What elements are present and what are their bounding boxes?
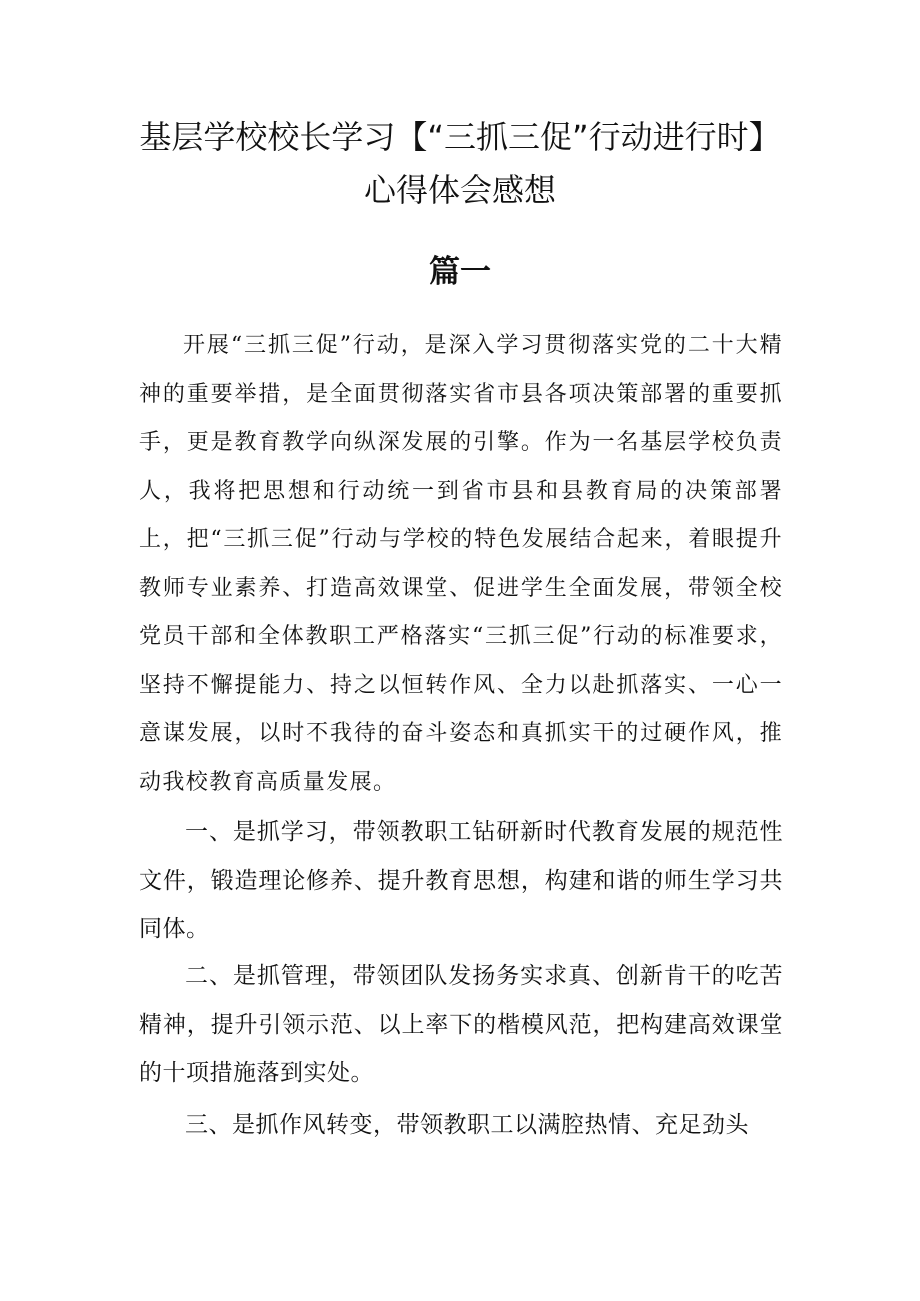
- document-title-line-2: 心得体会感想: [363, 171, 556, 209]
- paragraph-point-3: 三、是抓作风转变，带领教职工以满腔热情、充足劲头: [185, 1112, 749, 1138]
- section-heading: 篇一: [429, 254, 491, 290]
- paragraph-intro: 开展“三抓三促”行动，是深入学习贯彻落实党的二十大精神的重要举措，是全面贯彻落实省市县各项决策部署的重要抓手，更是教育教学向纵深发展的引擎。作为一名基层学校负责人，我将把思想和行动统一到省市县和县教育局的决策部署上，把“三抓三促”行动与学校的特色发展结合起来，着眼提升教师专业素养、打造高效课堂、促进学生全面发展，带领全校党员干部和全体教职工严格落实“三抓三促”行动的标准要求，坚持不懈提能力、持之以恒转作风、全力以赴抓落实、一心一意谋发展，以时不我待的奋斗姿态和真抓实干的过硬作风，推动我校教育高质量发展。: [139, 333, 783, 795]
- document-title-line-1: 基层学校校长学习【“三抓三促”行动进行时】: [139, 118, 781, 156]
- paragraph-point-2: 二、是抓管理，带领团队发扬务实求真、创新肯干的吃苦精神，提升引领示范、以上率下的楷模风范，把构建高效课堂的十项措施落到实处。: [139, 963, 783, 1086]
- paragraph-point-1: 一、是抓学习，带领教职工钻研新时代教育发展的规范性文件，锻造理论修养、提升教育思想，构建和谐的师生学习共同体。: [139, 819, 783, 942]
